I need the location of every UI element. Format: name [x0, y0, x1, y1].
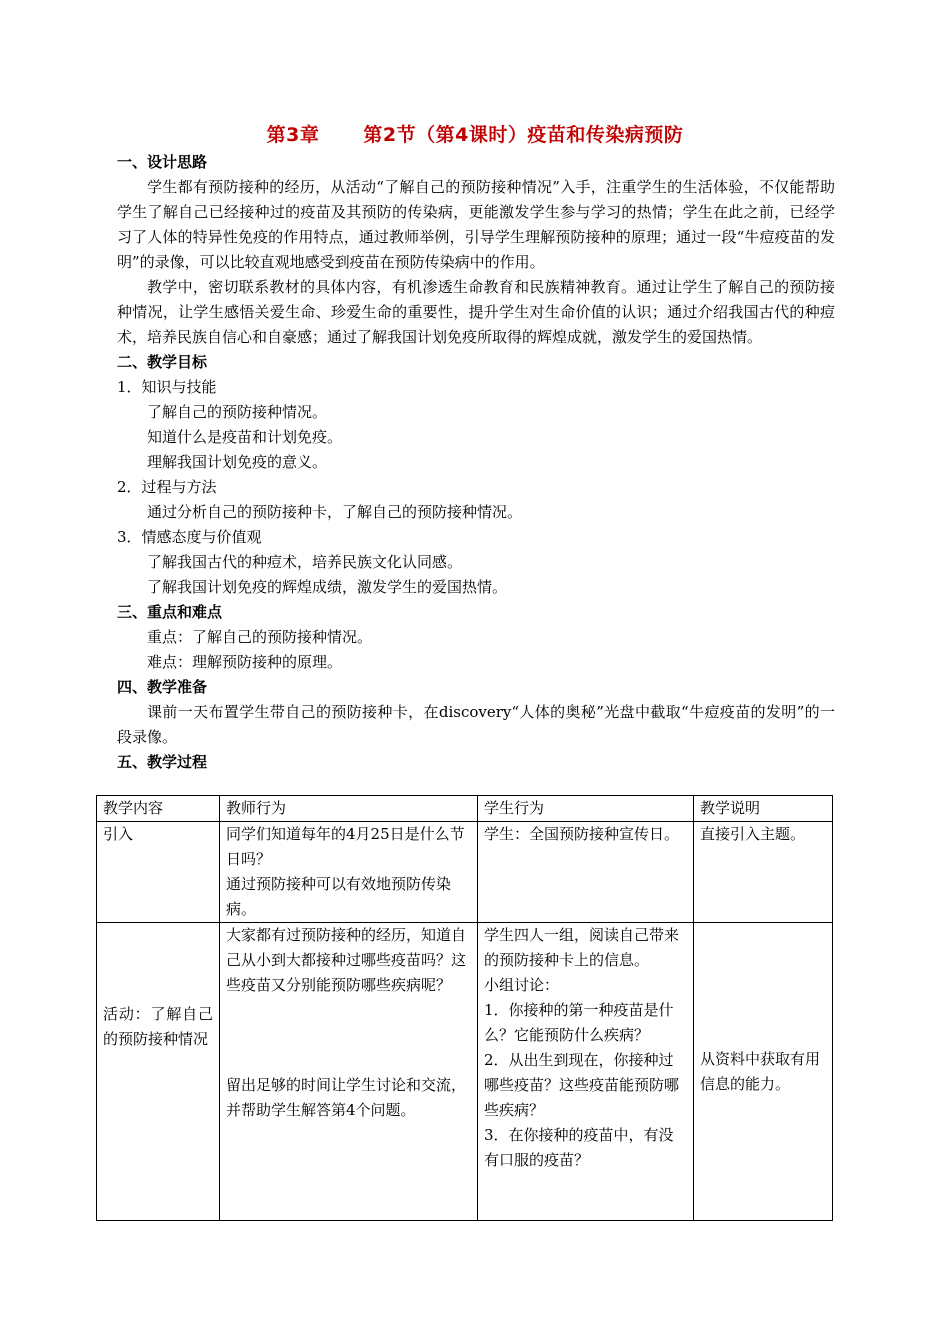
cell-teacher — [220, 822, 478, 923]
title-chapter: 第3章 — [266, 124, 320, 146]
header-note: 教学说明 — [694, 796, 833, 822]
note-text: 从资料中获取有用信息的能力。 — [700, 1049, 821, 1093]
cell-note: 直接引入主题。 — [694, 822, 833, 923]
teacher-line: 通过预防接种可以有效地预防传染病。 — [226, 875, 452, 918]
goal-item: 知道什么是疫苗和计划免疫。 — [147, 428, 343, 446]
cell-content — [97, 923, 220, 1221]
goal-item: 了解我国计划免疫的辉煌成绩，激发学生的爱国热情。 — [147, 578, 508, 596]
design-paragraph-1: 学生都有预防接种的经历，从活动“了解自己的预防接种情况”入手，注重学生的生活体验，不仅能帮助学生了解自己已经接种过的疫苗及其预防的传染病，更能激发学生参与学习的热情；学生在此之前，已经学习了人体的特异性免疫的作用特点，通过教师举例，引导学生理解预防接种的原理；通过一段“牛痘疫苗的发明”的录像，可以比较直观地感受到疫苗在预防传染病中的作用。 — [117, 178, 835, 271]
header-student: 学生行为 — [478, 796, 694, 822]
section-heading-key-points: 三、重点和难点 — [117, 603, 223, 621]
section-heading-goals: 二、教学目标 — [117, 353, 208, 371]
goal-item: 了解我国古代的种痘术，培养民族文化认同感。 — [147, 553, 463, 571]
cell-note — [694, 923, 833, 1221]
cell-teacher — [220, 923, 478, 1221]
table-row — [97, 923, 833, 1221]
goal-item: 通过分析自己的预防接种卡，了解自己的预防接种情况。 — [147, 503, 523, 521]
goal-label-attitude: 3．情感态度与价值观 — [117, 528, 262, 546]
design-paragraph-2: 教学中，密切联系教材的具体内容，有机渗透生命教育和民族精神教育。通过让学生了解自己的预防接种情况，让学生感悟关爱生命、珍爱生命的重要性，提升学生对生命价值的认识；通过介绍我国古代的种痘术，培养民族自信心和自豪感；通过了解我国计划免疫所取得的辉煌成就，激发学生的爱国热情。 — [117, 278, 835, 346]
section-heading-process: 五、教学过程 — [117, 753, 208, 771]
key-point: 重点：了解自己的预防接种情况。 — [147, 628, 373, 646]
teaching-process-table — [96, 795, 833, 1221]
header-content: 教学内容 — [97, 796, 220, 822]
cell-content: 引入 — [97, 822, 220, 923]
preparation-paragraph: 课前一天布置学生带自己的预防接种卡，在discovery“人体的奥秘”光盘中截取“牛痘疫苗的发明”的一段录像。 — [117, 703, 835, 746]
student-line: 2．从出生到现在，你接种过哪些疫苗？这些疫苗能预防哪些疾病？ — [484, 1051, 680, 1119]
table-row — [97, 822, 833, 923]
cell-student — [478, 923, 694, 1221]
cell-student: 学生：全国预防接种宣传日。 — [478, 822, 694, 923]
teacher-line: 同学们知道每年的4月25日是什么节日吗？ — [226, 825, 465, 868]
document-body — [117, 150, 835, 775]
section-heading-design: 一、设计思路 — [117, 153, 208, 171]
goal-item: 了解自己的预防接种情况。 — [147, 403, 328, 421]
student-line: 1．你接种的第一种疫苗是什么？它能预防什么疾病？ — [484, 1001, 674, 1044]
teacher-line: 留出足够的时间让学生讨论和交流，并帮助学生解答第4个问题。 — [226, 1076, 467, 1119]
title-section: 第2节（第4课时）疫苗和传染病预防 — [363, 124, 684, 146]
section-heading-preparation: 四、教学准备 — [117, 678, 208, 696]
table-header-row — [97, 796, 833, 822]
activity-label: 活动：了解自己的预防接种情况 — [103, 1004, 213, 1048]
difficult-point: 难点：理解预防接种的原理。 — [147, 653, 343, 671]
header-teacher: 教师行为 — [220, 796, 478, 822]
goal-label-process: 2．过程与方法 — [117, 478, 217, 496]
student-line: 3．在你接种的疫苗中，有没有口服的疫苗？ — [484, 1126, 674, 1169]
student-line: 小组讨论： — [484, 976, 560, 994]
teacher-line: 大家都有过预防接种的经历，知道自己从小到大都接种过哪些疫苗吗？这些疫苗又分别能预防哪些疾病呢？ — [226, 926, 467, 994]
document-title — [0, 120, 950, 147]
goal-label-knowledge: 1．知识与技能 — [117, 378, 217, 396]
student-line: 学生四人一组，阅读自己带来的预防接种卡上的信息。 — [484, 926, 680, 969]
goal-item: 理解我国计划免疫的意义。 — [147, 453, 328, 471]
